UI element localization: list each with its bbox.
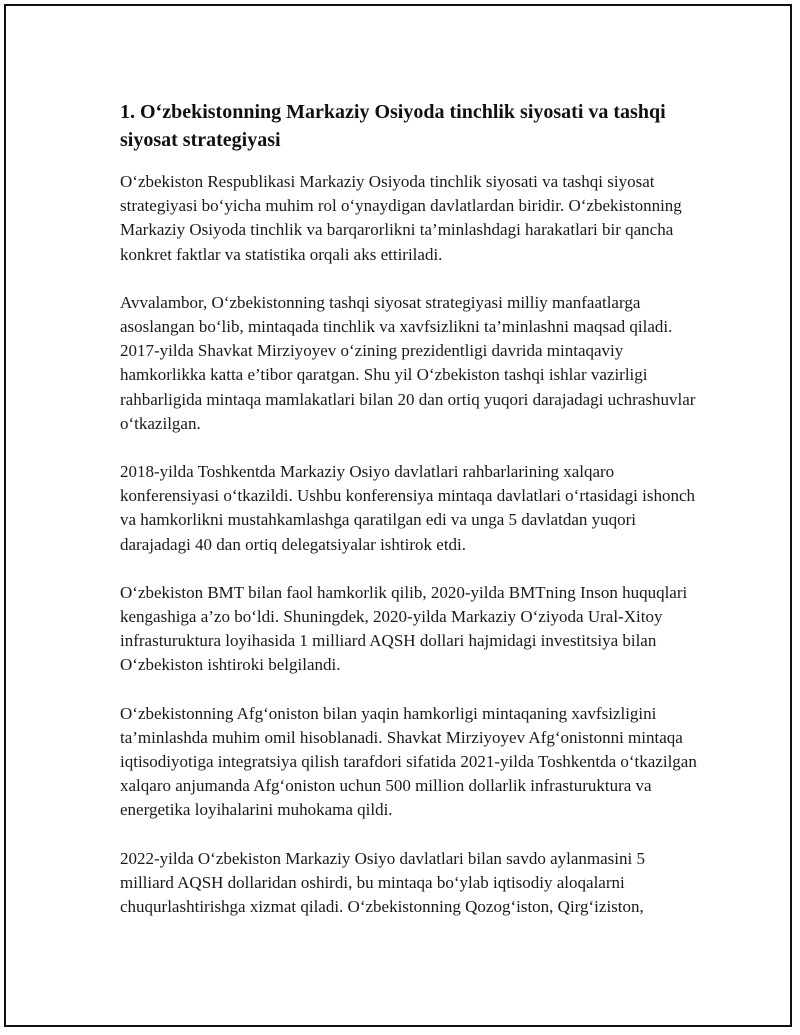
page-frame	[4, 4, 792, 1027]
paragraph: O‘zbekiston Respublikasi Markaziy Osiyoda tinchlik siyosati va tashqi siyosat strategiyasi bo‘yicha muhim rol o‘ynaydigan davlatlardan biridir. O‘zbekistonning Markaziy Osiyoda tinchlik va barqarorlikni ta’minlashdagi harakatlari bir qancha konkret faktlar va statistika orqali aks ettiriladi.	[120, 172, 682, 264]
paragraph: Avvalambor, O‘zbekistonning tashqi siyosat strategiyasi milliy manfaatlarga asoslangan bo‘lib, mintaqada tinchlik va xavfsizlikni ta’minlashni maqsad qiladi. 2017-yilda Shavkat Mirziyoyev o‘zining prezidentligi davrida mintaqaviy hamkorlikka katta e’tibor qaratgan. Shu yil O‘zbekiston tashqi ishlar vazirligi rahbarligida mintaqa mamlakatlari bilan 20 dan ortiq yuqori darajadagi uchrashuvlar o‘tkazilgan.	[120, 292, 696, 433]
paragraph: 2022-yilda O‘zbekiston Markaziy Osiyo davlatlari bilan savdo aylanmasini 5 milliard AQSH dollaridan oshirdi, bu mintaqa bo‘ylab iqtisodiy aloqalarni chuqurlashtirishga xizmat qiladi. O‘zbekistonning Qozog‘iston, Qirg‘iziston,	[120, 848, 645, 917]
paragraph: 2018-yilda Toshkentda Markaziy Osiyo davlatlari rahbarlarining xalqaro konferensiyasi o‘tkazildi. Ushbu konferensiya mintaqa davlatlari o‘rtasidagi ishonch va hamkorlikni mustahkamlashga qaratilgan edi va unga 5 davlatdan yuqori darajadagi 40 dan ortiq delegatsiyalar ishtirok etdi.	[120, 462, 696, 554]
document-body	[120, 98, 700, 943]
paragraph: O‘zbekiston BMT bilan faol hamkorlik qilib, 2020-yilda BMTning Inson huquqlari kengashiga a’zo bo‘ldi. Shuningdek, 2020-yilda Markaziy O‘ziyoda Ural-Xitoy infrasturuktura loyihasida 1 milliard AQSH dollari hajmidagi investitsiya bilan O‘zbekiston ishtiroki belgilandi.	[120, 582, 688, 675]
paragraph: O‘zbekistonning Afg‘oniston bilan yaqin hamkorligi mintaqaning xavfsizligini ta’minlashda muhim omil hisoblanadi. Shavkat Mirziyoyev Afg‘onistonni mintaqa iqtisodiyotiga integratsiya qilish tarafdori sifatida 2021-yilda Toshkentda o‘tkazilgan xalqaro anjumanda Afg‘oniston uchun 500 million dollarlik infrasturuktura va energetika loyihalarini muhokama qildi.	[120, 703, 697, 820]
section-title: 1. O‘zbekistonning Markaziy Osiyoda tinchlik siyosati va tashqi siyosat strategiyasi	[120, 101, 666, 151]
